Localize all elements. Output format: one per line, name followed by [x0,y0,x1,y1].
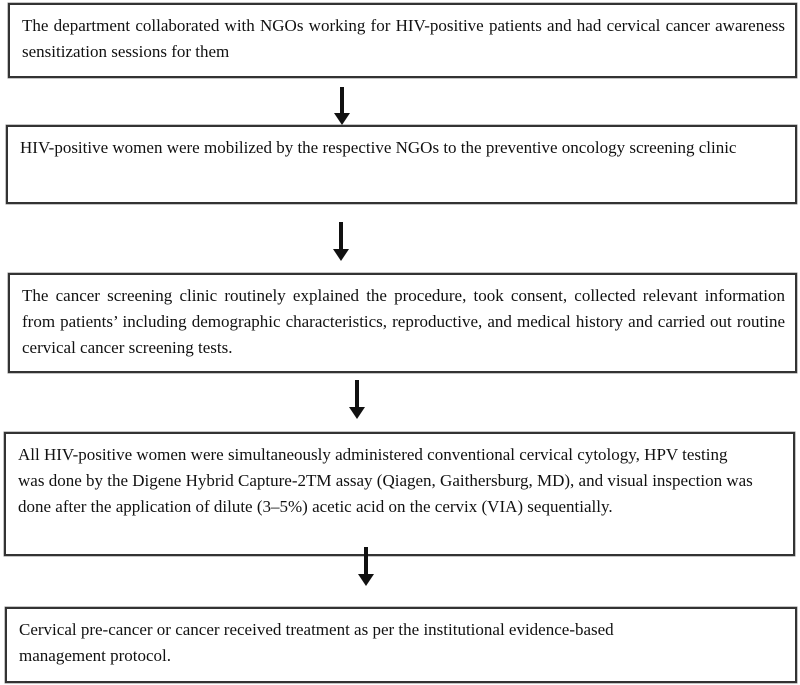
arrow-down-icon [333,222,349,261]
arrow-shaft [340,87,344,113]
arrow-down-icon [358,547,374,586]
arrow-shaft [364,547,368,574]
flow-step-2-text: HIV-positive women were mobilized by the respective NGOs to the preventive oncology screening clinic [20,138,737,157]
flow-step-1-text: The department collaborated with NGOs working for HIV-positive patients and had cervical cancer awareness sensitization sessions for them [22,16,785,61]
arrow-head [358,574,374,586]
flow-step-3-text: The cancer screening clinic routinely explained the procedure, took consent, collected relevant information from patients’ including demographic characteristics, reproductive, and medical history and carried out routine cervical cancer screening tests. [22,286,785,357]
arrow-head [349,407,365,419]
flow-step-2-mobilization [6,125,797,204]
arrow-head [334,113,350,125]
arrow-shaft [339,222,343,249]
flow-step-5-text: Cervical pre-cancer or cancer received treatment as per the institutional evidence-based management protocol. [19,620,614,665]
flow-step-5-treatment [5,607,797,683]
arrow-down-icon [334,87,350,125]
arrow-head [333,249,349,261]
flow-step-1-sensitization [8,3,797,78]
flow-step-3-screening-clinic [8,273,797,373]
flow-step-4-text: All HIV-positive women were simultaneously administered conventional cervical cytology, HPV testing was done by the Digene Hybrid Capture-2TM assay (Qiagen, Gaithersburg, MD), and visual inspection was done after the application of dilute (3–5%) acetic acid on the cervix (VIA) sequentially. [18,445,753,516]
arrow-shaft [355,380,359,407]
flow-step-4-screening-tests [4,432,795,556]
arrow-down-icon [349,380,365,419]
